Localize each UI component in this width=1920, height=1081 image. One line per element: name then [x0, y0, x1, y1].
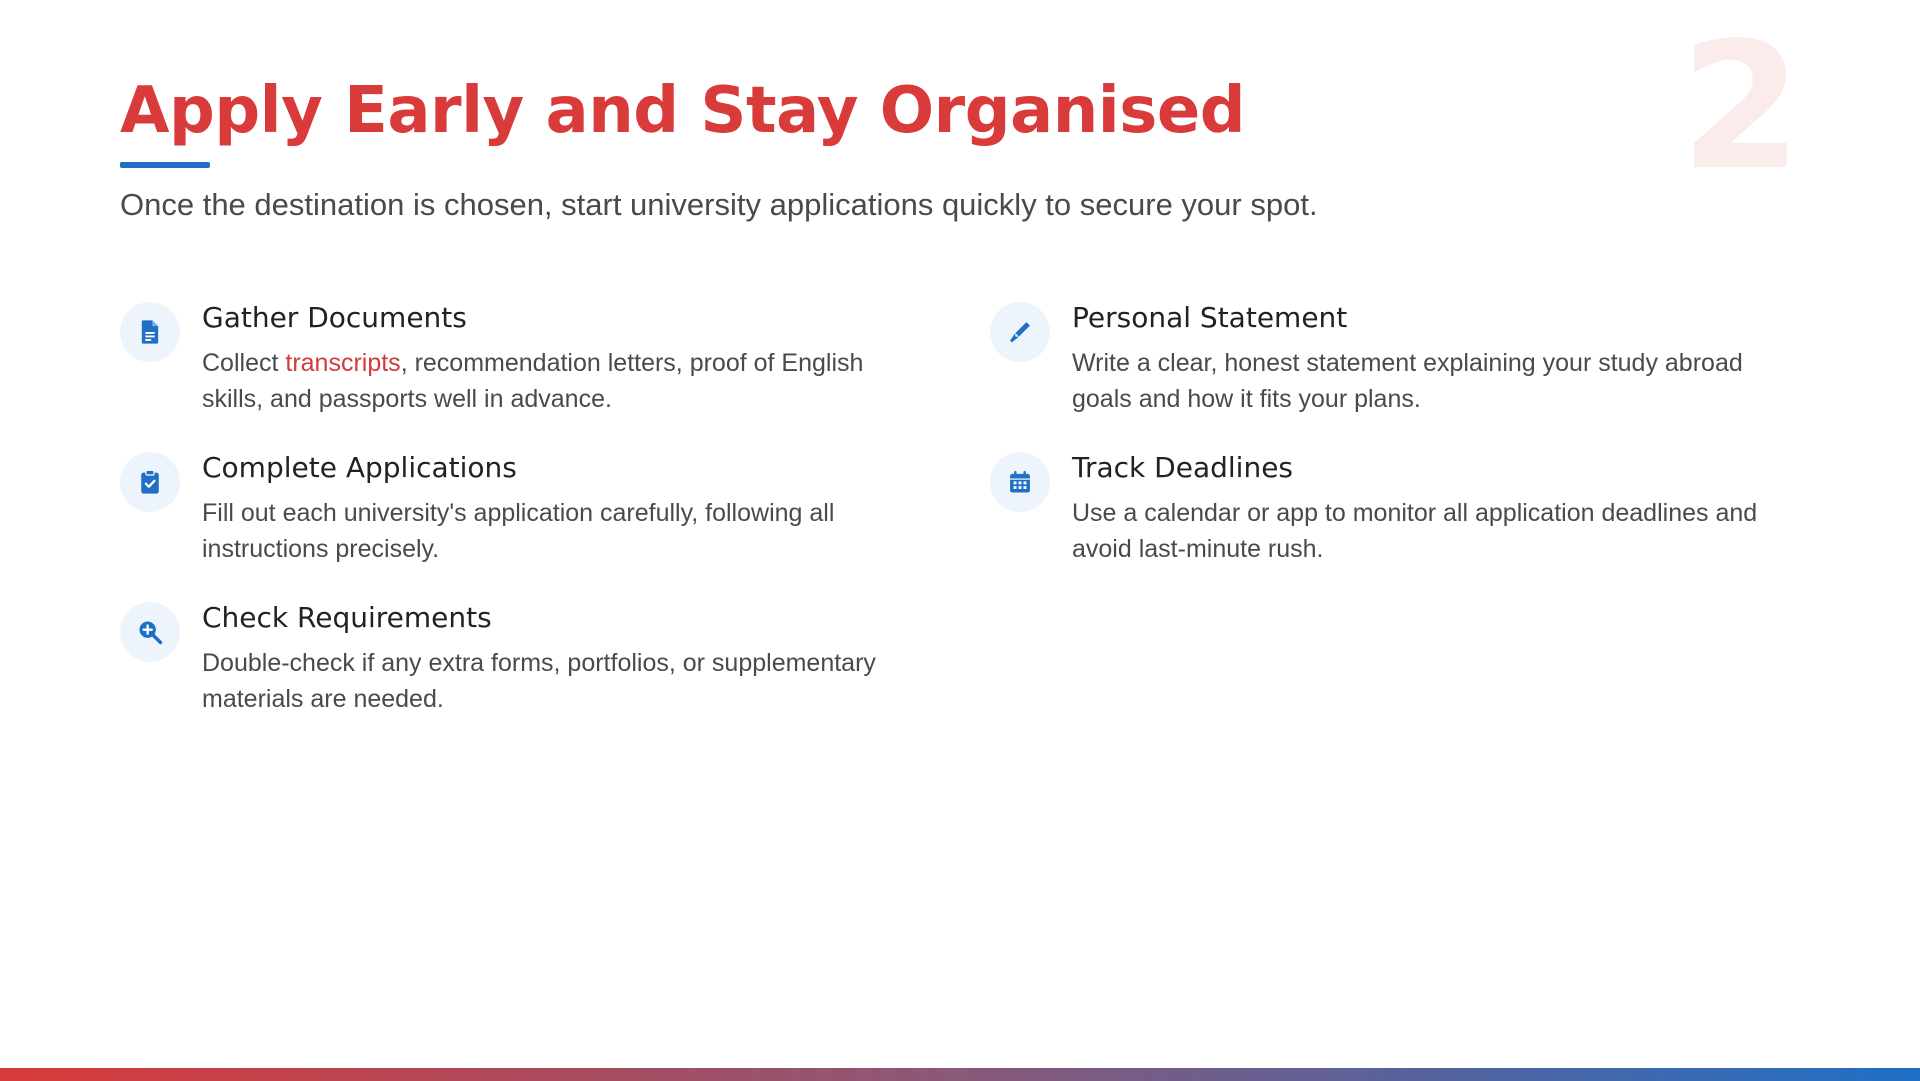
calendar-icon: [990, 452, 1050, 512]
step-title: Track Deadlines: [1072, 451, 1294, 484]
desc-text: , recommendation letters, proof of English skills, and passports well in advance.: [202, 349, 864, 413]
step-description: [202, 345, 902, 417]
step-title: Check Requirements: [202, 601, 492, 634]
clipboard-check-icon: [120, 452, 180, 512]
search-plus-icon: [120, 602, 180, 662]
step-description: Use a calendar or app to monitor all application deadlines and avoid last-minute rush.: [1072, 499, 1758, 563]
step-description: Fill out each university's application carefully, following all instructions precisely.: [202, 499, 835, 563]
page-subtitle: Once the destination is chosen, start university applications quickly to secure your spot.: [120, 187, 1318, 222]
highlight-transcripts: transcripts: [285, 349, 401, 377]
title-underline: [120, 162, 210, 168]
pen-icon: [990, 302, 1050, 362]
step-title: Complete Applications: [202, 451, 517, 484]
step-title: Personal Statement: [1072, 301, 1348, 334]
step-description: Write a clear, honest statement explaining your study abroad goals and how it fits your plans.: [1072, 349, 1743, 413]
step-description: Double-check if any extra forms, portfolios, or supplementary materials are needed.: [202, 649, 876, 713]
page-title: Apply Early and Stay Organised: [120, 74, 1246, 148]
desc-text: Collect: [202, 349, 286, 377]
step-title: Gather Documents: [202, 301, 467, 334]
bottom-gradient-bar: [0, 1068, 1920, 1081]
slide-number: 2: [1680, 6, 1802, 209]
document-icon: [120, 302, 180, 362]
